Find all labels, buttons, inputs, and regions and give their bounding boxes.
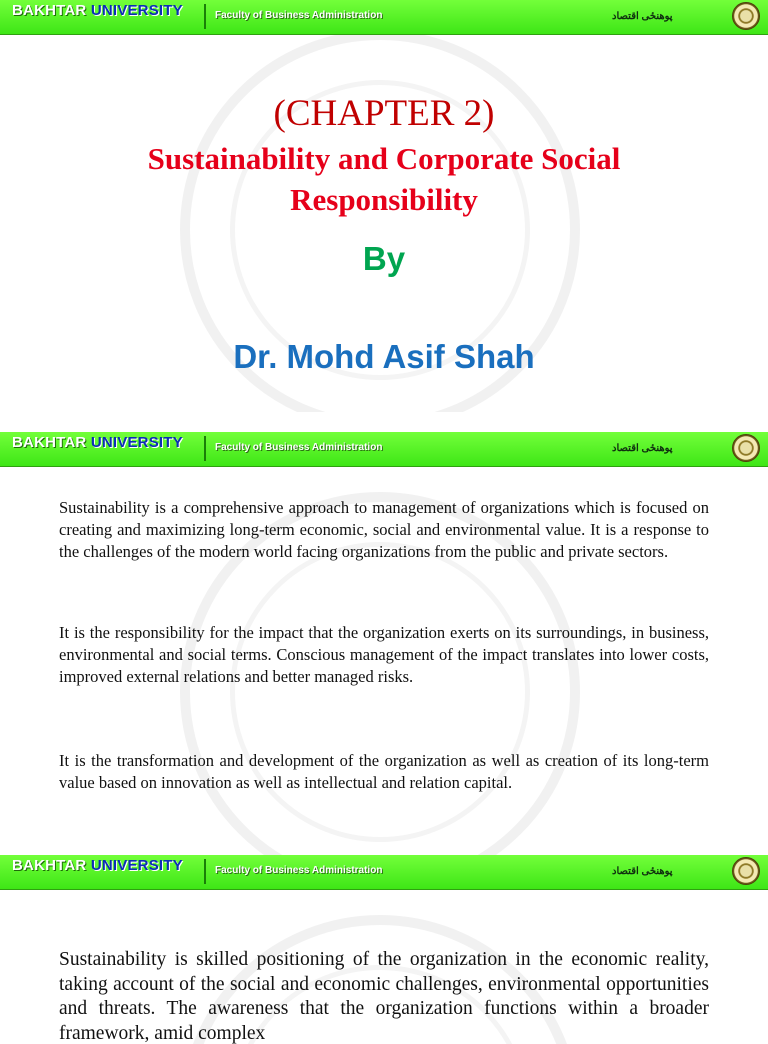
paragraph: Sustainability is skilled positioning of the organization in the economic reality, taking account of the social and economic challenges, environmental opportunities and threats. The awareness that the organization functions within a broader framework, amid complex	[59, 949, 709, 1044]
paragraph: It is the transformation and development of the organization as well as creation of its long-term value based on innovation as well as intellectual and relation capital.	[59, 751, 709, 792]
university-seal-icon	[732, 857, 760, 885]
dari-faculty-label: پوهنځی اقتصاد	[612, 866, 673, 877]
banner-divider	[204, 436, 206, 461]
paragraph: It is the responsibility for the impact that the organization exerts on its surroundings, in business, environmental and social terms. Conscious management of the impact translates into lower costs, improved external relations and better managed risks.	[59, 623, 709, 686]
brand-university: UNIVERSITY	[90, 2, 183, 19]
brand-bakhtar: BAKHTAR	[12, 434, 87, 451]
by-label: By	[362, 240, 406, 277]
dari-faculty-label: پوهنځی اقتصاد	[612, 11, 673, 22]
header-banner	[0, 432, 768, 467]
brand-logo	[12, 2, 183, 19]
brand-logo	[12, 857, 183, 874]
brand-university: UNIVERSITY	[90, 857, 183, 874]
faculty-label: Faculty of Business Administration	[215, 10, 383, 21]
faculty-label: Faculty of Business Administration	[215, 442, 383, 453]
slide-title	[0, 0, 768, 412]
brand-logo	[12, 434, 183, 451]
header-banner	[0, 0, 768, 35]
chapter-heading: (CHAPTER 2)	[273, 93, 495, 134]
faculty-label: Faculty of Business Administration	[215, 865, 383, 876]
university-seal-icon	[732, 434, 760, 462]
dari-faculty-label: پوهنځی اقتصاد	[612, 443, 673, 454]
banner-divider	[204, 859, 206, 884]
university-seal-icon	[732, 2, 760, 30]
header-banner	[0, 855, 768, 890]
brand-university: UNIVERSITY	[90, 434, 183, 451]
slide-positioning	[0, 855, 768, 1044]
slide-definitions	[0, 432, 768, 855]
banner-divider	[204, 4, 206, 29]
brand-bakhtar: BAKHTAR	[12, 857, 87, 874]
chapter-title: Sustainability and Corporate Social Responsibility	[147, 141, 621, 217]
brand-bakhtar: BAKHTAR	[12, 2, 87, 19]
author-name: Dr. Mohd Asif Shah	[233, 338, 535, 375]
paragraph: Sustainability is a comprehensive approach to management of organizations which is focused on creating and maximizing long-term economic, social and environmental value. It is a response to the challenges of the modern world facing organizations from the public and private sectors.	[59, 498, 709, 561]
